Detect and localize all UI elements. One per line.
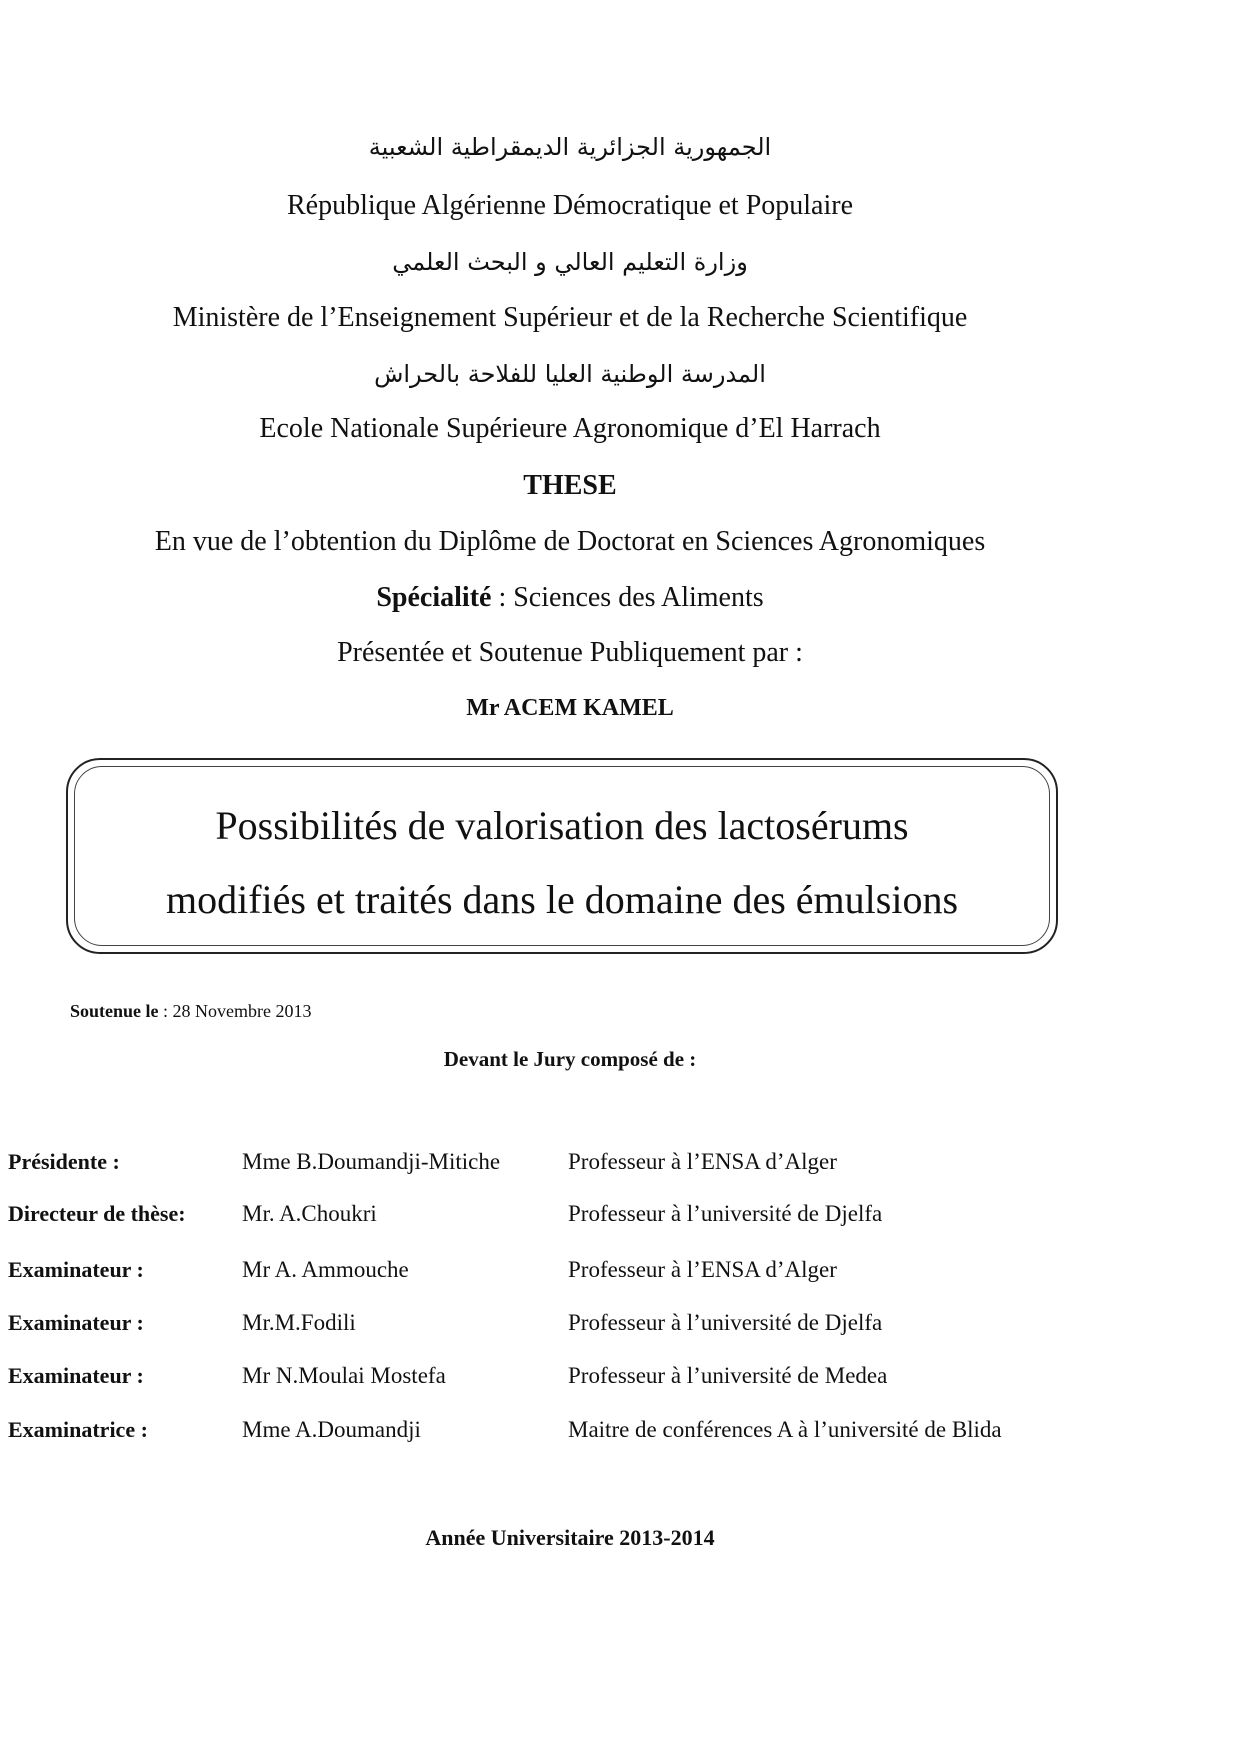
jury-row	[0, 1201, 1240, 1235]
jury-role: Directeur de thèse:	[8, 1201, 186, 1226]
jury-member-name: Mme B.Doumandji-Mitiche	[242, 1149, 501, 1174]
thesis-title-line-1: Possibilités de valorisation des lactosérums	[215, 803, 909, 848]
specialite-value: : Sciences des Aliments	[491, 582, 764, 613]
jury-role: Examinateur :	[8, 1363, 144, 1388]
jury-row	[0, 1417, 1240, 1451]
jury-member-position: Professeur à l’ENSA d’Alger	[568, 1257, 837, 1282]
author-name: Mr ACEM KAMEL	[466, 695, 674, 721]
jury-role: Examinatrice :	[8, 1417, 148, 1442]
jury-member-position: Professeur à l’université de Medea	[568, 1363, 888, 1388]
jury-row	[0, 1257, 1240, 1291]
defense-date	[70, 1001, 312, 1022]
jury-member-name: Mr N.Moulai Mostefa	[242, 1363, 446, 1388]
specialite-line	[0, 582, 1140, 614]
jury-member-name: Mr. A.Choukri	[242, 1201, 377, 1226]
jury-heading: Devant le Jury composé de :	[443, 1047, 697, 1071]
jury-role: Présidente :	[8, 1149, 120, 1174]
defense-date-value: : 28 Novembre 2013	[158, 1001, 312, 1021]
arabic-ministry-name: وزارة التعليم العالي و البحث العلمي	[392, 248, 748, 276]
jury-member-name: Mme A.Doumandji	[242, 1417, 421, 1442]
thesis-label: THESE	[523, 470, 617, 501]
jury-row	[0, 1149, 1240, 1183]
jury-role: Examinateur :	[8, 1257, 144, 1282]
republic-name: République Algérienne Démocratique et Populaire	[286, 190, 854, 221]
arabic-republic-name: الجمهورية الجزائرية الديمقراطية الشعبية	[368, 133, 772, 161]
specialite-label: Spécialité	[376, 582, 492, 613]
thesis-purpose: En vue de l’obtention du Diplôme de Doctorat en Sciences Agronomiques	[154, 526, 986, 557]
school-name: Ecole Nationale Supérieure Agronomique d’El Harrach	[259, 413, 881, 444]
jury-row	[0, 1363, 1240, 1397]
jury-member-position: Professeur à l’université de Djelfa	[568, 1310, 883, 1335]
jury-member-position: Professeur à l’ENSA d’Alger	[568, 1149, 837, 1174]
jury-role: Examinateur :	[8, 1310, 144, 1335]
thesis-title-line-2: modifiés et traités dans le domaine des émulsions	[165, 877, 959, 922]
arabic-school-name: المدرسة الوطنية العليا للفلاحة بالحراش	[374, 360, 766, 388]
presented-by: Présentée et Soutenue Publiquement par :	[337, 637, 803, 668]
jury-member-name: Mr.M.Fodili	[242, 1310, 356, 1335]
academic-year: Année Universitaire 2013-2014	[425, 1525, 715, 1550]
jury-member-position: Professeur à l’université de Djelfa	[568, 1201, 883, 1226]
jury-member-position: Maitre de conférences A à l’université de Blida	[568, 1417, 1002, 1442]
ministry-name: Ministère de l’Enseignement Supérieur et de la Recherche Scientifique	[172, 302, 968, 333]
jury-member-name: Mr A. Ammouche	[242, 1257, 409, 1282]
thesis-title-box	[66, 758, 1058, 954]
defense-date-label: Soutenue le	[70, 1001, 159, 1021]
jury-row	[0, 1310, 1240, 1344]
